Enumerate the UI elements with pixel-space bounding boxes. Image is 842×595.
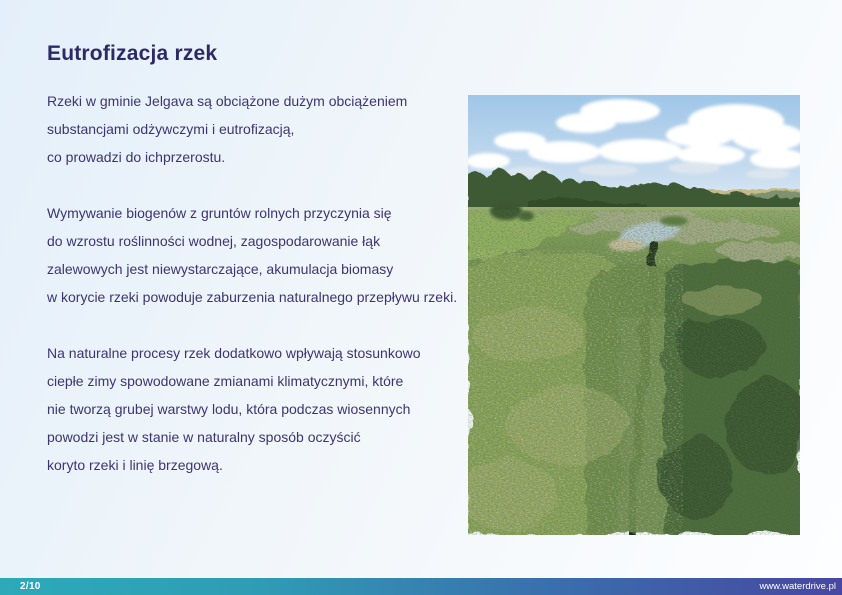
text-line: Na naturalne procesy rzek dodatkowo wpływają stosunkowo: [47, 345, 421, 361]
river-photo-illustration: [468, 95, 800, 535]
website-url: www.waterdrive.pl: [759, 581, 836, 592]
footer-bar: [0, 578, 842, 595]
text-line: koryto rzeki i linię brzegową.: [47, 457, 223, 473]
text-line: powodzi jest w stanie w naturalny sposób oczyścić: [47, 429, 361, 445]
text-line: w korycie rzeki powoduje zaburzenia naturalnego przepływu rzeki.: [47, 289, 458, 305]
text-line: Rzeki w gminie Jelgava są obciążone dużym obciążeniem: [47, 93, 408, 109]
text-line: substancjami odżywczymi i eutrofizacją,: [47, 121, 295, 137]
text-line: Wymywanie biogenów z gruntów rolnych przyczynia się: [47, 205, 392, 221]
page-title: Eutrofizacja rzek: [47, 42, 218, 65]
paragraph-1: [47, 87, 487, 171]
body-text: [47, 87, 487, 507]
paragraph-2: [47, 199, 487, 311]
text-line: co prowadzi do ichprzerostu.: [47, 149, 226, 165]
text-line: nie tworzą grubej warstwy lodu, która podczas wiosennych: [47, 401, 411, 417]
page-indicator: 2/10: [20, 581, 41, 592]
river-photo: [468, 95, 800, 535]
text-line: zalewowych jest niewystarczające, akumulacja biomasy: [47, 261, 394, 277]
text-line: do wzrostu roślinności wodnej, zagospodarowanie łąk: [47, 233, 381, 249]
text-line: ciepłe zimy spowodowane zmianami klimatycznymi, które: [47, 373, 404, 389]
paragraph-3: [47, 339, 487, 479]
